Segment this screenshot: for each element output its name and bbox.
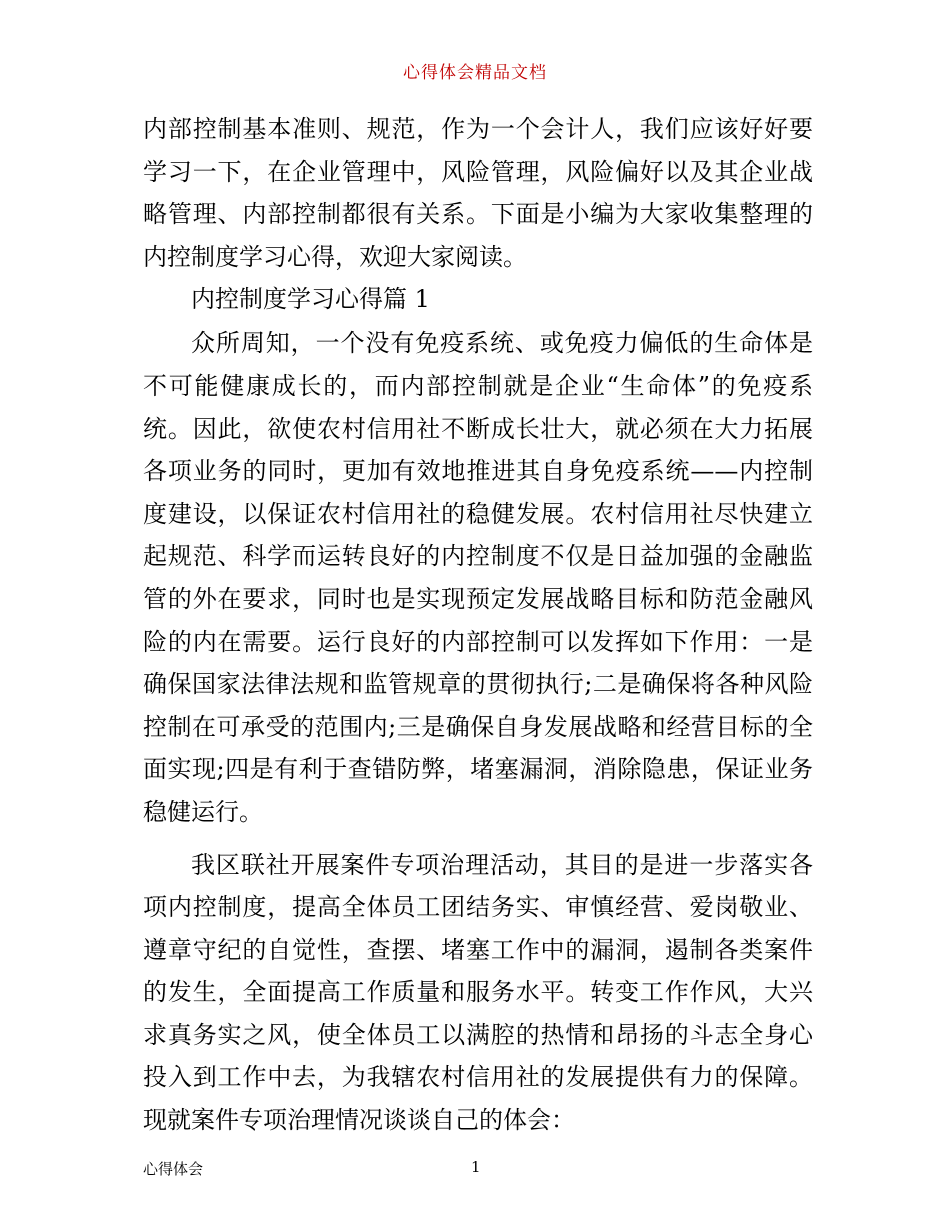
document-body [143,108,813,1142]
page-header-title: 心得体会精品文档 [403,63,547,83]
body-paragraph-1: 众所周知，一个没有免疫系统、或免疫力偏低的生命体是不可能健康成长的，而内部控制就是企业“生命体”的免疫系统。因此，欲使农村信用社不断成长壮大，就必须在大力拓展各项业务的同时，更加有效地推进其自身免疫系统——内控制度建设，以保证农村信用社的稳健发展。农村信用社尽快建立起规范、科学而运转良好的内控制度不仅是日益加强的金融监管的外在要求，同时也是实现预定发展战略目标和防范金融风险的内在需要。运行良好的内部控制可以发挥如下作用：一是确保国家法律法规和监管规章的贯彻执行;二是确保将各种风险控制在可承受的范围内;三是确保自身发展战略和经营目标的全面实现;四是有利于查错防弊，堵塞漏洞，消除隐患，保证业务稳健运行。 [143,329,813,826]
intro-paragraph: 内部控制基本准则、规范，作为一个会计人，我们应该好好要学习一下，在企业管理中，风险管理，风险偏好以及其企业战略管理、内部控制都很有关系。下面是小编为大家收集整理的内控制度学习心得，欢迎大家阅读。 [143,115,813,271]
page-footer [143,1158,813,1180]
section-title: 内控制度学习心得篇 1 [191,285,430,314]
footer-label: 心得体会 [143,1160,204,1178]
page-number: 1 [471,1158,481,1176]
body-paragraph-2: 我区联社开展案件专项治理活动，其目的是进一步落实各项内控制度，提高全体员工团结务实、审慎经营、爱岗敬业、遵章守纪的自觉性，查摆、堵塞工作中的漏洞，遏制各类案件的发生，全面提高工作质量和服务水平。转变工作作风，大兴求真务实之风，使全体员工以满腔的热情和昂扬的斗志全身心投入到工作中去，为我辖农村信用社的发展提供有力的保障。现就案件专项治理情况谈谈自己的体会： [143,850,813,1135]
